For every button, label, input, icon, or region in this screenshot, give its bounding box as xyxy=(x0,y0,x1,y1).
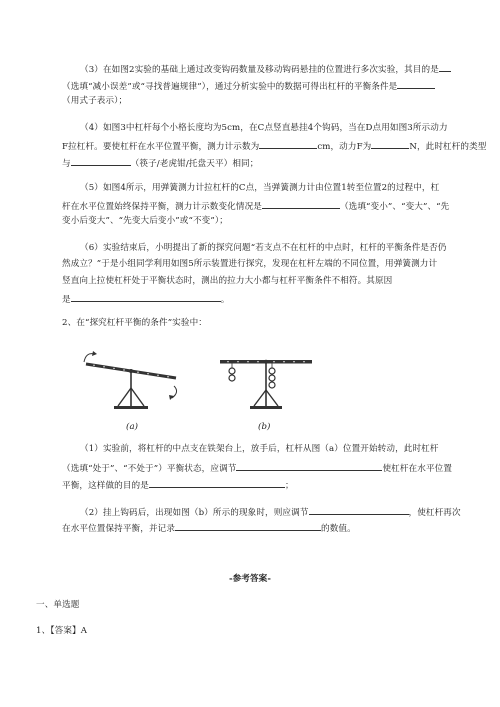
q3-line-3 xyxy=(62,96,127,107)
q5-line-2 xyxy=(62,199,449,213)
q2-sub2-blank-adjust[interactable] xyxy=(309,505,409,515)
figure-a-lever-tilted xyxy=(80,340,200,420)
q2-sub1-text-1: （1）实验前，将杠杆的中点支在铁架台上，放手后，杠杆从图（a）位置开始转动，此时杠杆 xyxy=(80,444,439,454)
q4-line-2 xyxy=(62,139,487,153)
q3-text-2: （选填“减小误差”或“寻找普遍规律”），通过分析实验中的数据可得出杠杆的平衡条件是 xyxy=(62,82,398,92)
q4-text-2b: cm，动力F为 xyxy=(317,142,372,152)
q2-title xyxy=(62,318,207,329)
figure-b-lever-with-weights xyxy=(212,340,322,420)
q2-sub1-line-1 xyxy=(80,444,439,455)
q6-text-4a: 是 xyxy=(62,295,71,305)
q3-text-3: （用式子表示）； xyxy=(62,96,128,106)
q3-line-1 xyxy=(80,62,451,76)
answers-heading xyxy=(0,574,500,585)
q6-text-2: 然成立？”于是小组同学利用如图5所示装置进行探究，发现在杠杆左端的不同位置，用弹簧测力计 xyxy=(62,259,438,269)
q6-line-1 xyxy=(80,243,447,254)
figure-b-label-text: (b) xyxy=(258,422,271,432)
answers-heading-text: -参考答案- xyxy=(228,574,272,584)
q4-text-1: （4）如图3中杠杆每个小格长度均为5cm，在C点竖直悬挂4个钩码，当在D点用如图3所示动力 xyxy=(80,123,448,133)
q4-text-2c: N，此时杠杆的类型 xyxy=(409,142,487,152)
q2-sub1-line-3 xyxy=(62,478,294,492)
q5-text-2b: （选填“变小”、“变大”、“先 xyxy=(339,202,450,212)
q2-sub2-line-1 xyxy=(80,505,461,519)
q6-line-3 xyxy=(62,276,392,287)
q2-sub1-line-2 xyxy=(62,461,452,475)
answers-item-1 xyxy=(36,626,87,637)
q2-sub2-text-2b: 的数值。 xyxy=(321,524,356,534)
figure-a-label-text: (a) xyxy=(126,422,139,432)
q5-line-3 xyxy=(62,216,228,227)
q3-text-1: （3）在如图2实验的基础上通过改变钩码数量及移动钩码悬挂的位置进行多次实验，其目的是 xyxy=(80,65,439,75)
answers-section-text: 一、单选题 xyxy=(36,600,80,610)
figure-a-label xyxy=(126,422,138,433)
q6-text-4b: 。 xyxy=(220,295,230,305)
q5-text-3: 变小后变大”、“先变大后变小”或“不变”）； xyxy=(62,216,228,226)
q5-blank-change[interactable] xyxy=(262,199,340,209)
q2-sub1-text-3a: 平衡，这样做的目的是 xyxy=(62,481,149,491)
q4-blank-force[interactable] xyxy=(371,139,409,149)
answers-section xyxy=(36,600,79,611)
q2-sub1-text-2a: （选填“处于”、“不处于”）平衡状态，应调节 xyxy=(62,464,237,474)
q2-sub2-line-2 xyxy=(62,521,356,535)
q6-text-3: 竖直向上拉使杠杆处于平衡状态时，测出的拉力大小都与杠杆平衡条件不相符。其原因 xyxy=(62,276,393,286)
q4-blank-reading[interactable] xyxy=(259,139,317,149)
q5-line-1 xyxy=(80,183,439,194)
q6-blank-reason[interactable] xyxy=(71,292,221,302)
q4-blank-type[interactable] xyxy=(71,156,131,166)
q3-line-2 xyxy=(62,79,435,93)
q6-line-4 xyxy=(62,292,229,306)
q6-text-1: （6）实验结束后，小明提出了新的探究问题“若支点不在杠杆的中点时，杠杆的平衡条件是否仍 xyxy=(80,243,447,253)
q5-text-2a: 杆在水平位置始终保持平衡，测力计示数变化情况是 xyxy=(62,202,262,212)
q2-sub2-text-1a: （2）挂上钩码后，出现如图（b）所示的现象时，则应调节 xyxy=(80,508,309,518)
q4-line-1 xyxy=(80,123,448,134)
q5-text-1: （5）如图4所示，用弹簧测力计拉杠杆的C点，当弹簧测力计由位置1转至位置2的过程中，杠 xyxy=(80,183,440,193)
q4-line-3 xyxy=(62,156,258,170)
q4-text-3b: （筷子/老虎钳/托盘天平）相同； xyxy=(130,159,259,169)
answers-item-1-text: 1、【答案】A xyxy=(36,626,88,636)
q2-sub1-blank-adjust[interactable] xyxy=(236,461,382,471)
figure-b-label xyxy=(258,422,271,433)
q4-text-3a: 与 xyxy=(62,159,71,169)
q2-sub2-blank-record[interactable] xyxy=(175,521,321,531)
q3-blank-purpose[interactable] xyxy=(439,62,451,72)
q2-sub2-text-2a: 在水平位置保持平衡，并记录 xyxy=(62,524,176,534)
q2-title-text: 2、在“探究杠杆平衡的条件”实验中： xyxy=(62,318,207,328)
q3-blank-condition[interactable] xyxy=(397,79,435,89)
q2-sub2-text-1b: ，使杠杆再次 xyxy=(408,508,461,518)
q2-sub1-text-2b: 使杠杆在水平位置 xyxy=(382,464,453,474)
q6-line-2 xyxy=(62,259,437,270)
q2-sub1-text-3b: ； xyxy=(284,481,294,491)
q4-text-2a: F拉杠杆。要使杠杆在水平位置平衡，测力计示数为 xyxy=(62,142,260,152)
q2-sub1-blank-purpose[interactable] xyxy=(149,478,285,488)
